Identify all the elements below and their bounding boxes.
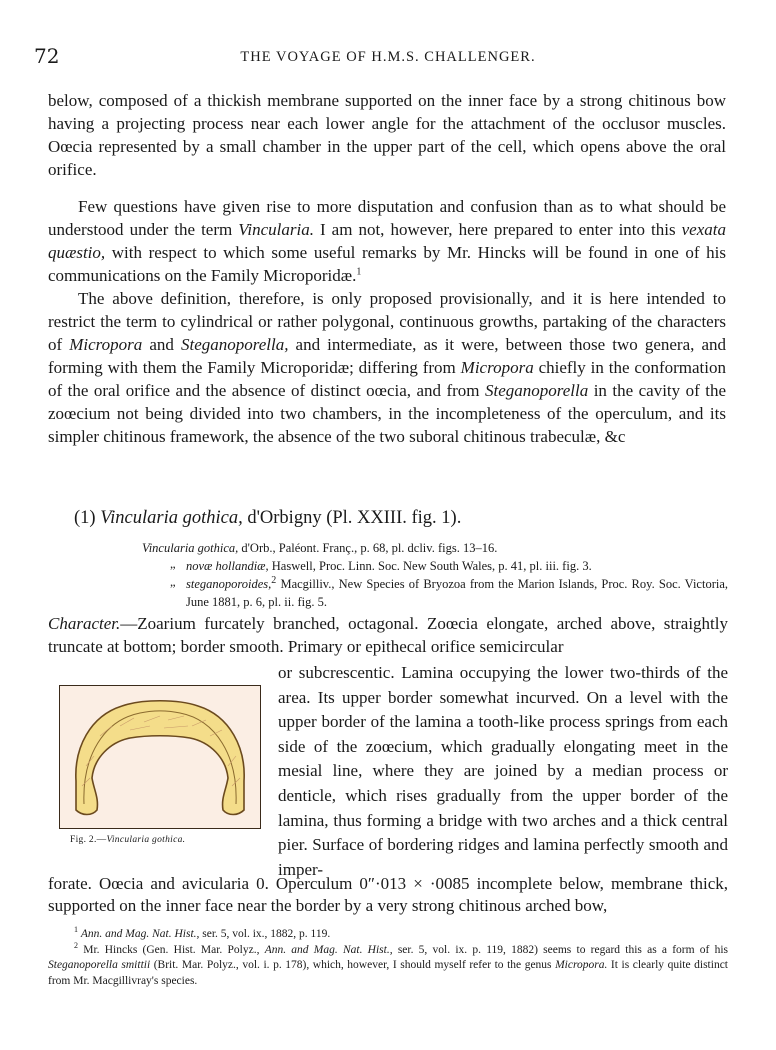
caption-species: Vincularia gothica. bbox=[106, 835, 186, 845]
running-title: THE VOYAGE OF H.M.S. CHALLENGER. bbox=[240, 49, 536, 65]
text-run: Mr. Hincks (Gen. Hist. Mar. Polyz., bbox=[83, 943, 265, 956]
text-run: The above definition, therefore, is only proposed provisionally, and it is here intended to restrict the term to cylindrical or rather polygonal, continuous growths, partaking of the characters of bbox=[48, 289, 726, 354]
text-run: It is clearly quite distinct from Mr. Macgillivray's species. bbox=[48, 959, 728, 987]
genus-name: Vincularia. bbox=[238, 220, 314, 239]
text-run: ser. 5, vol. ix. p. 119, 1882) seems to regard this as a form of his bbox=[392, 943, 729, 956]
latin-phrase: vexata quæstio, bbox=[48, 220, 726, 262]
footnote-1 bbox=[48, 927, 728, 943]
text-run: —Zoarium furcately branched, octagonal. Zoœcia elongate, arched above, straightly truncate at bottom; border smooth. Primary or epithecal orifice semicircular bbox=[48, 614, 728, 656]
character-description-beside-figure: or subcrescentic. Lamina occupying the lower two-thirds of the area. Its upper border somewhat incurved. On a level with the upper border of the lamina a tooth-like process springs from each side of the zoœcium, which gradually elongating meet in the mesial line, where they are joined by a median process or denticle, which rises gradually from the upper border of the lamina, thus forming a bridge with two arches and a thick central pier. Surface of bordering ridges and lamina perfectly smooth and imper- bbox=[278, 663, 728, 879]
page-number: 72 bbox=[34, 44, 60, 68]
character-description-top bbox=[48, 612, 728, 658]
paragraph-vincularia-question bbox=[48, 195, 726, 287]
synonym-line bbox=[186, 575, 728, 611]
character-label: Character. bbox=[48, 614, 121, 633]
paragraph-continued: below, composed of a thickish membrane supported on the inner face by a strong chitinous bow having a projecting process near each lower angle for the attachment of the occlusor muscles. Oœcia represented by a small chamber in the upper part of the cell, which opens above the oral orifice. bbox=[48, 91, 726, 179]
text-run: and intermediate, as it were, between those two genera, and forming with them the Family Microporidæ; differing from bbox=[48, 335, 726, 377]
footnote-ref: 2 bbox=[271, 574, 277, 586]
synonym-reference: d'Orb., Paléont. Franç., p. 68, pl. dcliv. figs. 13–16. bbox=[238, 541, 498, 555]
synonym-name: novæ hollandiæ, bbox=[186, 559, 269, 573]
species-heading bbox=[74, 508, 461, 529]
footnotes bbox=[48, 927, 728, 989]
species-number: (1) bbox=[74, 508, 96, 528]
figure-caption bbox=[70, 835, 260, 845]
species-name: Vincularia gothica, bbox=[100, 508, 243, 528]
synonym-name: Vincularia gothica, bbox=[142, 541, 239, 555]
paragraph-definition bbox=[48, 287, 726, 448]
genus-name: Steganoporella bbox=[484, 381, 589, 400]
ditto-mark: „ bbox=[170, 575, 176, 589]
genus-name: Steganoporella, bbox=[180, 335, 289, 354]
text-run: chiefly in the conformation of the oral orifice and the absence of distinct oœcia, and from bbox=[48, 358, 726, 400]
figure-zoecium bbox=[59, 685, 261, 829]
journal-title: Ann. and Mag. Nat. Hist., bbox=[80, 928, 200, 940]
genus-name: Micropora bbox=[460, 358, 534, 377]
journal-title: Ann. and Mag. Nat. Hist., bbox=[264, 943, 393, 956]
text-run: in the cavity of the zoœcium not being divided into two chambers, in the incompleteness of the operculum, and its simpler chitinous framework, the absence of the two suboral chitinous trabeculæ, &c bbox=[48, 381, 726, 446]
species-name: Steganoporella smittii bbox=[48, 959, 151, 971]
synonym-reference: Haswell, Proc. Linn. Soc. New South Wales, p. 41, pl. iii. fig. 3. bbox=[268, 559, 592, 573]
species-authority: d'Orbigny (Pl. XXIII. fig. 1). bbox=[242, 508, 462, 528]
page-header bbox=[30, 44, 746, 68]
synonym-line bbox=[186, 557, 756, 575]
footnote-number: 2 bbox=[74, 940, 78, 950]
synonym-name: steganoporoides, bbox=[186, 577, 272, 591]
genus-name: Micropora. bbox=[555, 959, 608, 971]
zoecium-outer-shape bbox=[76, 701, 244, 815]
zoecium-illustration bbox=[60, 686, 260, 828]
text-run: Few questions have given rise to more disputation and confusion than as to what should be understood under the term bbox=[48, 197, 726, 239]
caption-prefix: Fig. 2.— bbox=[70, 835, 107, 845]
text-run: with respect to which some useful remarks by Mr. Hincks will be found in one of his communications on the Family Microporidæ. bbox=[48, 243, 726, 285]
text-run: I am not, however, here prepared to enter into this bbox=[313, 220, 682, 239]
ditto-mark: „ bbox=[170, 557, 176, 571]
text-run: and bbox=[142, 335, 181, 354]
text-run: (Brit. Mar. Polyz., vol. i. p. 178), which, however, I should myself refer to the genus bbox=[150, 959, 556, 971]
text-run: ser. 5, vol. ix., 1882, p. 119. bbox=[199, 928, 331, 940]
genus-name: Micropora bbox=[69, 335, 143, 354]
synonym-reference: Macgilliv., New Species of Bryozoa from the Marion Islands, Proc. Roy. Soc. Victoria, June 1881, p. 6, pl. ii. fig. 5. bbox=[186, 577, 728, 609]
footnote-number: 1 bbox=[74, 925, 78, 935]
footnote-2 bbox=[48, 940, 729, 990]
synonym-line bbox=[142, 539, 732, 557]
character-description-bottom: forate. Oœcia and avicularia 0. Operculum 0″·013 × ·0085 incomplete below, membrane thick, supported on the inner face near the border by a very strong chitinous arched bow, bbox=[48, 874, 728, 915]
footnote-ref: 1 bbox=[356, 266, 362, 278]
